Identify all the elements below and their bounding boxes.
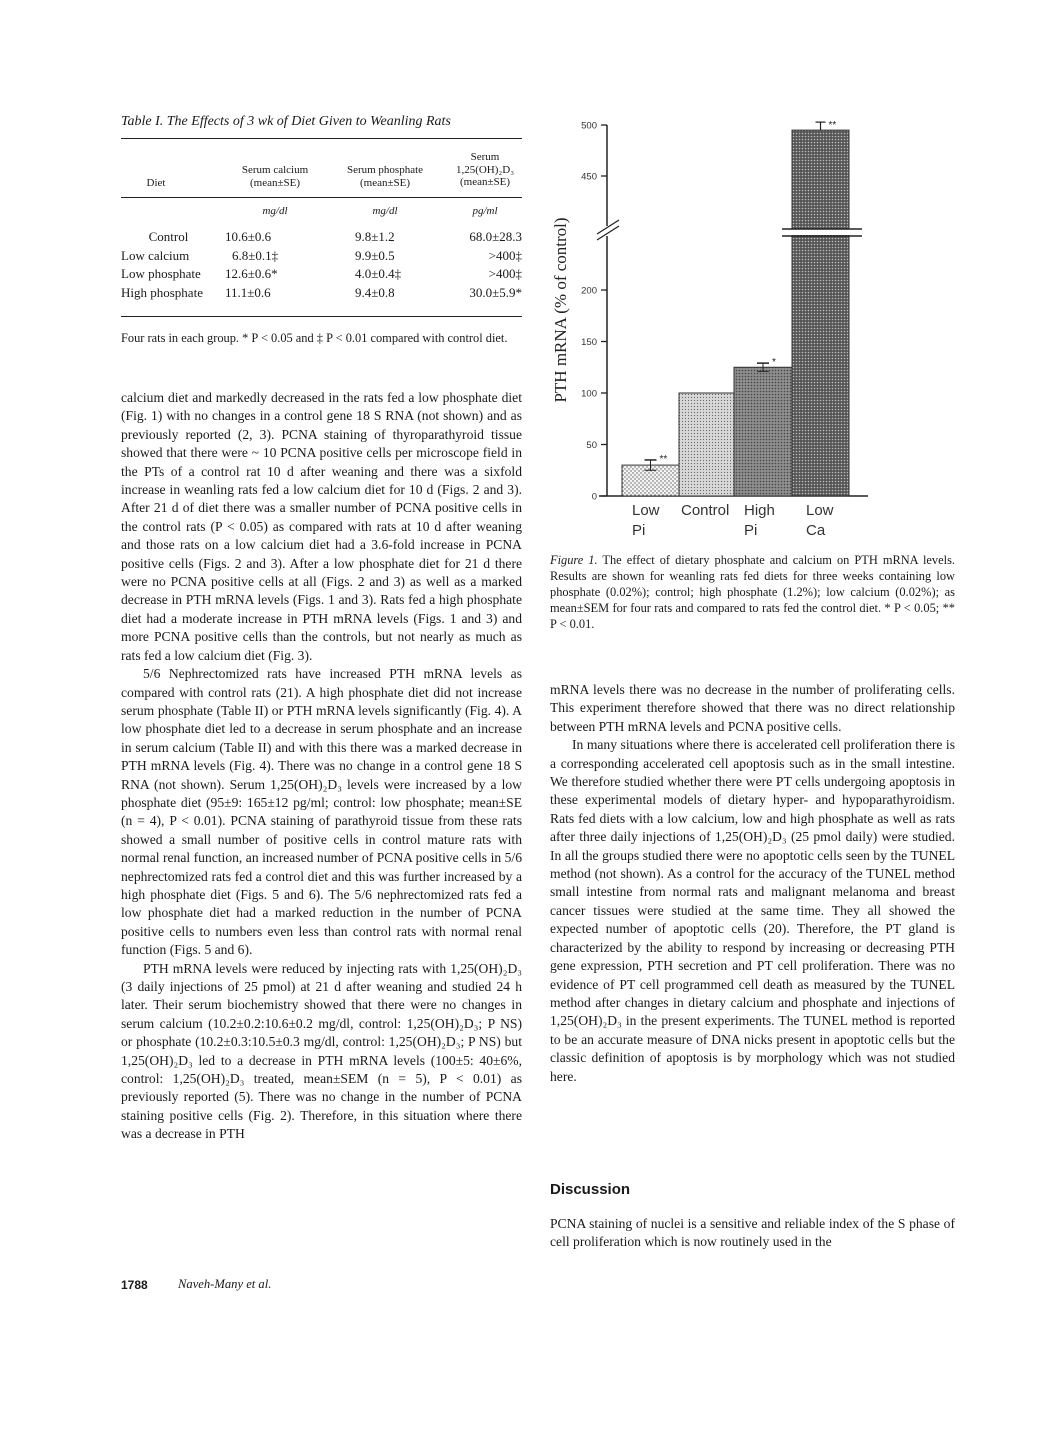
paragraph: PCNA staining of nuclei is a sensitive and reliable index of the S phase of cell proliferation which is now routinely used in the [550,1216,955,1250]
paragraph: 5/6 Nephrectomized rats have increased PTH mRNA levels as compared with control rats (21). A high phosphate diet did not increase serum phosphate (Table II) or PTH mRNA levels significantly (Fig. 4). A low phosphate diet led to a decrease in serum phosphate and an increase in serum calcium (Table II) and with this there was a marked decrease in PTH mRNA levels (Fig. 4). There was no change in a control gene 18 S RNA (not shown). Serum 1,25(OH)₂D₃ levels were increased by a low phosphate diet (95±9: 165±12 pg/ml; control: low phosphate; mean±SE (n = 4), P < 0.01). PCNA staining of parathyroid tissue from these rats showed a small number of positive cells in control mature rats with normal renal function, an increased number of PCNA positive cells in 5/6 nephrectomized rats fed a control diet and this was further increased by a high phosphate diet (Figs. 5 and 6). The 5/6 nephrectomized rats fed a low phosphate diet had a marked reduction in the number of PCNA positive cells to numbers even less than control rats with normal renal function (Figs. 5 and 6). [121,666,522,958]
x-category-label: Ca [806,522,826,539]
table-cell-phosphate: 9.9±0.5 [355,247,395,263]
bar-1 [679,393,734,496]
figure-1-chart [540,110,880,540]
figure-caption-label: Figure 1. [550,553,598,567]
bar-break-gap [782,229,859,235]
table-header-diet [121,177,191,190]
y-tick-label: 100 [581,388,597,400]
table-cell-diet: Low calcium [121,247,190,263]
y-tick-label: 500 [581,120,597,132]
table-cell-phosphate: 4.0±0.4‡ [355,266,402,282]
x-category-label: Control [681,502,730,519]
paragraph: In many situations where there is accelerated cell proliferation there is a corresponding accelerated cell apoptosis such as in the small intestine. We therefore studied whether there were PT cells undergoing apoptosis in these experimental models of dietary hyper- and hypoparathyroidism. Rats fed diets with a low calcium, low and high phosphate as well as rats after three daily injections of 1,25(OH)₂D₃ (25 pmol daily) were studied. In all the groups studied there were no apoptotic cells seen by the TUNEL method (not shown). As a control for the accuracy of the TUNEL method small intestine from normal rats and malignant melanoma and breast cancer tissues were studied at the same time. They all showed the expected number of apoptotic cells (20). Therefore, the PT gland is characterized by the ability to respond by increasing or decreasing PTH gene expression, PTH secretion and PT cell proliferation. There was no evidence of PT cell programmed cell death as measured by the TUNEL method after changes in dietary calcium and phosphate and injections of 1,25(OH)₂D₃ in the present experiments. The TUNEL method is reported to be an accurate measure of DNA nicks present in apoptotic cells but the classic definition of apoptosis is by morphology which was not studied here. [550,737,955,1084]
y-tick-label: 150 [581,337,597,348]
unit-vitd: pg/ml [472,205,498,217]
table-header-calcium [220,164,330,189]
significance-marker: * [772,357,776,369]
x-category-label: Pi [744,522,758,539]
table-cell-calcium: 6.8±0.1‡ [232,247,279,263]
right-column-text [550,681,955,1086]
x-category-label: High [744,502,775,519]
y-tick-label: 200 [581,285,597,297]
significance-marker: ** [659,453,668,465]
bar-3 [792,130,849,496]
header-line: Serum phosphate [346,164,424,176]
table-footnote: Four rats in each group. * P < 0.05 and ‡ P < 0.01 compared with control diet. [121,331,508,345]
table-cell-vitd: 30.0±5.9* [469,285,522,301]
y-axis-label: PTH mRNA (% of control) [551,217,570,403]
header-line: (mean±SE) [249,176,301,189]
axis-break-mark [597,226,619,240]
table-header-phosphate [330,164,440,189]
table-bottom-rule [121,316,522,317]
table-cell-vitd: 68.0±28.3 [469,229,522,244]
left-column-text [121,389,522,1144]
figure-caption [550,552,955,632]
header-line: (mean±SE) [359,176,411,189]
table-cell-calcium: 12.6±0.6* [225,266,278,282]
axis-break-mark [597,220,619,234]
table-cell-phosphate: 9.8±1.2 [355,229,395,244]
table-cell-diet: High phosphate [121,285,203,301]
table-title: Table I. The Effects of 3 wk of Diet Given to Weanling Rats [121,114,451,129]
header-line: (mean±SE) [459,176,511,188]
x-category-label: Pi [632,522,646,539]
table-cell-diet: Low phosphate [121,266,201,282]
unit-phosphate: mg/dl [372,205,398,217]
table-cell-vitd: >400‡ [488,266,522,282]
discussion-text [550,1215,955,1252]
y-tick-label: 0 [591,491,597,503]
table-top-rule [121,138,522,139]
significance-marker: ** [828,120,837,132]
header-line: Diet [146,177,166,189]
header-line: Serum calcium [241,164,309,176]
figure-caption-text: The effect of dietary phosphate and calcium on PTH mRNA levels. Results are shown for weanling rats fed diets for three weeks containing low phosphate (0.02%); control; high phosphate (1.2%); low calcium (0.02%); as mean±SEM for four rats and compared to rats fed the control diet. * P < 0.05; ** P < 0.01. [550,553,955,631]
running-head: Naveh-Many et al. [178,1277,272,1291]
header-line: Serum [470,151,500,163]
table-cell-diet: Control [148,229,189,244]
bar-2 [734,367,792,496]
x-category-label: Low [632,502,660,519]
table-cell-vitd: >400‡ [488,247,522,263]
table-header-vitd [440,151,530,189]
table-cell-phosphate: 9.4±0.8 [355,285,395,301]
table-header-rule [121,197,522,198]
y-tick-label: 50 [586,440,597,451]
header-line: 1,25(OH)₂D₃ [455,163,515,176]
paragraph: calcium diet and markedly decreased in the rats fed a low phosphate diet (Fig. 1) with no changes in a control gene 18 S RNA (not shown) and as previously reported (2, 3). PCNA staining of thyroparathyroid tissue showed that there were ~ 10 PCNA positive cells per microscope field in the PTs of a control rat 10 d after weaning and there was a sixfold increase in weanling rats fed a low calcium diet for 10 d (Figs. 2 and 3). After 21 d of diet there was a smaller number of PCNA positive cells in the control rats (P < 0.05) as compared with rats at 10 d after weaning and those rats on a low calcium diet had a 3.6-fold increase in PCNA positive cells (Figs. 2 and 3). After a low phosphate diet for 21 d there were no PCNA positive cells at all (Figs. 2 and 3) as well as a marked decrease in PTH mRNA levels (Figs. 1 and 3). Rats fed a high phosphate diet had a moderate increase in PTH mRNA levels (Figs. 1 and 3) and more PCNA positive cells than the controls, but not nearly as much as rats fed a low calcium diet (Fig. 3). [121,390,522,663]
table-cell-calcium: 10.6±0.6 [225,229,272,244]
y-tick-label: 450 [581,171,597,183]
paragraph: mRNA levels there was no decrease in the number of proliferating cells. This experiment therefore showed that there was no direct relationship between PTH mRNA levels and PCNA positive cells. [550,682,955,734]
table-cell-calcium: 11.1±0.6 [225,285,271,301]
paragraph: PTH mRNA levels were reduced by injecting rats with 1,25(OH)₂D₃ (3 daily injections of 25 pmol) at 21 d after weaning and studied 24 h later. Their serum biochemistry showed that there were no changes in serum calcium (10.2±0.2:10.6±0.2 mg/dl, control: 1,25(OH)₂D₃; P NS) or phosphate (10.2±0.3:10.5±0.3 mg/dl, control: 1,25(OH)₂D₃; P NS) but 1,25(OH)₂D₃ led to a decrease in PTH mRNA levels (100±5: 40±6%, control: 1,25(OH)₂D₃ treated, mean±SEM (n = 5), P < 0.01) as previously reported (5). There was no change in the number of PCNA staining positive cells (Fig. 2). Therefore, in this situation where there was a decrease in PTH [121,960,522,1142]
page-number: 1788 [121,1278,148,1292]
x-category-label: Low [806,502,834,519]
section-heading-discussion: Discussion [550,1181,631,1198]
unit-calcium: mg/dl [262,205,288,217]
